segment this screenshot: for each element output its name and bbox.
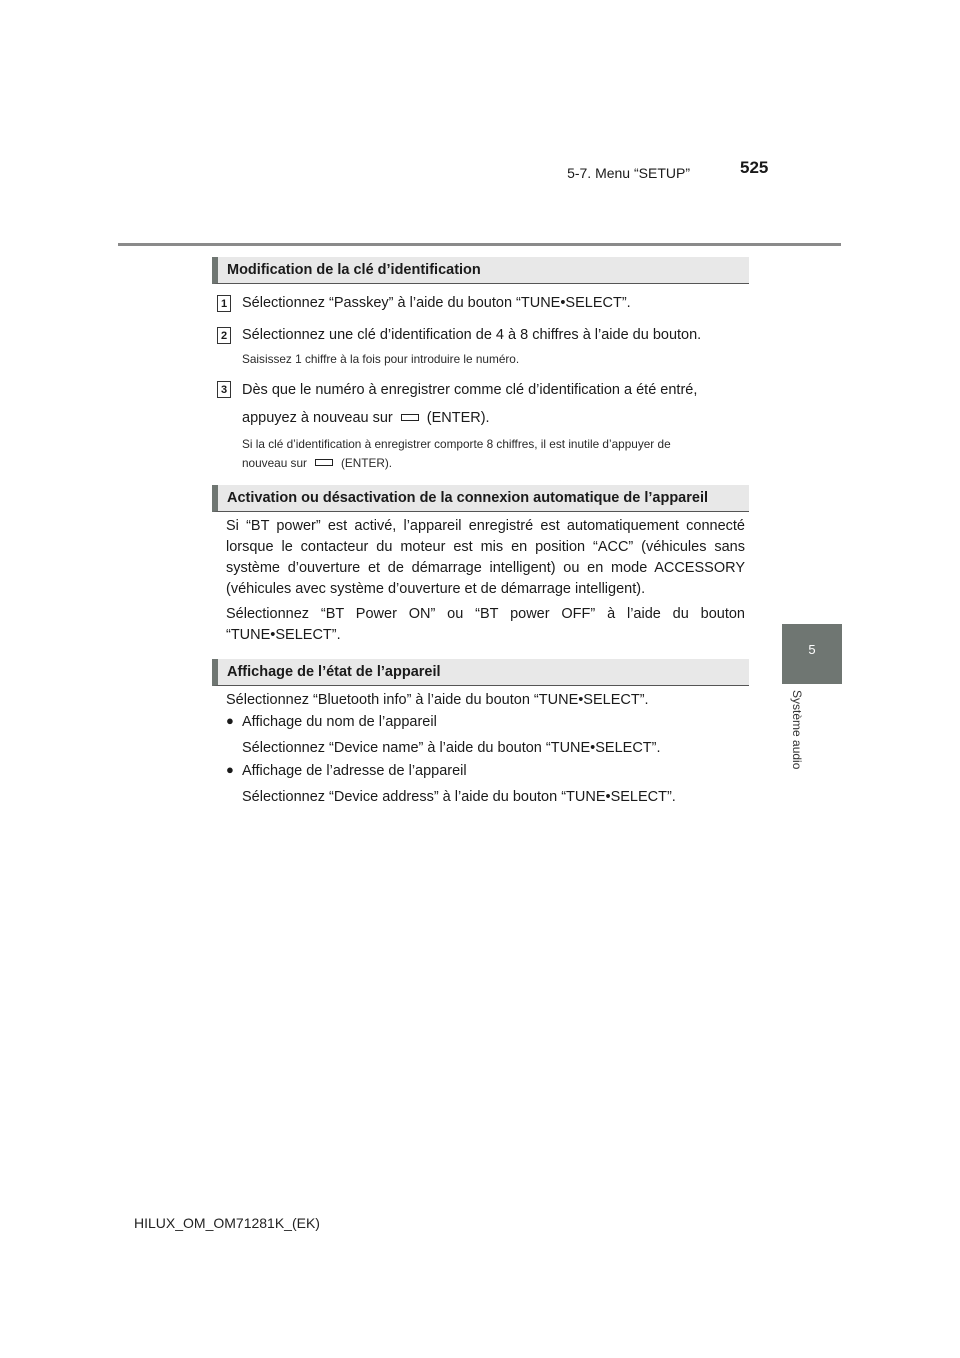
step-3-text-line1: Dès que le numéro à enregistrer comme clé d’identification a été entré, <box>242 382 698 398</box>
step-number-2: 2 <box>217 327 231 344</box>
device-name-title: Affichage du nom de l’appareil <box>242 714 437 730</box>
step-2-note: Saisissez 1 chiffre à la fois pour introduire le numéro. <box>242 352 520 366</box>
device-status-intro: Sélectionnez “Bluetooth info” à l’aide du bouton “TUNE•SELECT”. <box>226 692 649 708</box>
section-heading-device-status: Affichage de l’état de l’appareil <box>212 659 749 686</box>
step-3-note-line2 <box>242 454 745 473</box>
step-number-3: 3 <box>217 381 231 398</box>
chapter-tab-number: 5 <box>808 642 816 657</box>
enter-button-icon <box>401 414 419 421</box>
step-3-text-line2 <box>242 408 745 429</box>
auto-connect-instruction: Sélectionnez “BT Power ON” ou “BT power OFF” à l’aide du bouton “TUNE•SELECT”. <box>226 606 745 643</box>
step-1-text: Sélectionnez “Passkey” à l’aide du bouton “TUNE•SELECT”. <box>242 295 631 311</box>
filled-circle-bullet-icon: ● <box>226 762 234 777</box>
step-3-note-before-icon: nouveau sur <box>242 456 307 470</box>
enter-button-icon <box>315 459 333 466</box>
header-rule <box>118 243 841 246</box>
auto-connect-paragraph: Si “BT power” est activé, l’appareil enregistré est automatiquement connecté lorsque le contacteur du moteur est mis en position “ACC” (véhicules sans système d’ouverture et de démarrage intelligent) ou en mode ACCESSORY (véhicules avec système d’ouverture et de démarrage intelligent). <box>226 518 745 597</box>
step-3-note-after-icon: (ENTER). <box>340 456 393 470</box>
section-heading-auto-connect: Activation ou désactivation de la connexion automatique de l’appareil <box>212 485 749 512</box>
step-3-text-after-icon: (ENTER). <box>426 410 490 426</box>
step-3-note-line1: Si la clé d’identification à enregistrer comporte 8 chiffres, il est inutile d’appuyer de <box>242 437 671 451</box>
device-address-title: Affichage de l’adresse de l’appareil <box>242 763 467 779</box>
step-3-text-before-icon: appuyez à nouveau sur <box>242 410 393 426</box>
section-heading-passkey: Modification de la clé d’identification <box>212 257 749 284</box>
device-name-text: Sélectionnez “Device name” à l’aide du bouton “TUNE•SELECT”. <box>242 740 661 756</box>
step-2-text: Sélectionnez une clé d’identification de 4 à 8 chiffres à l’aide du bouton. <box>242 327 702 343</box>
footer-doc-code: HILUX_OM_OM71281K_(EK) <box>134 1215 320 1231</box>
chapter-tab-label: Système audio <box>790 690 804 770</box>
step-number-1: 1 <box>217 295 231 312</box>
page-number: 525 <box>740 158 769 177</box>
filled-circle-bullet-icon: ● <box>226 713 234 728</box>
device-address-text: Sélectionnez “Device address” à l’aide du bouton “TUNE•SELECT”. <box>242 789 676 805</box>
running-header-section: 5-7. Menu “SETUP” <box>567 165 690 181</box>
